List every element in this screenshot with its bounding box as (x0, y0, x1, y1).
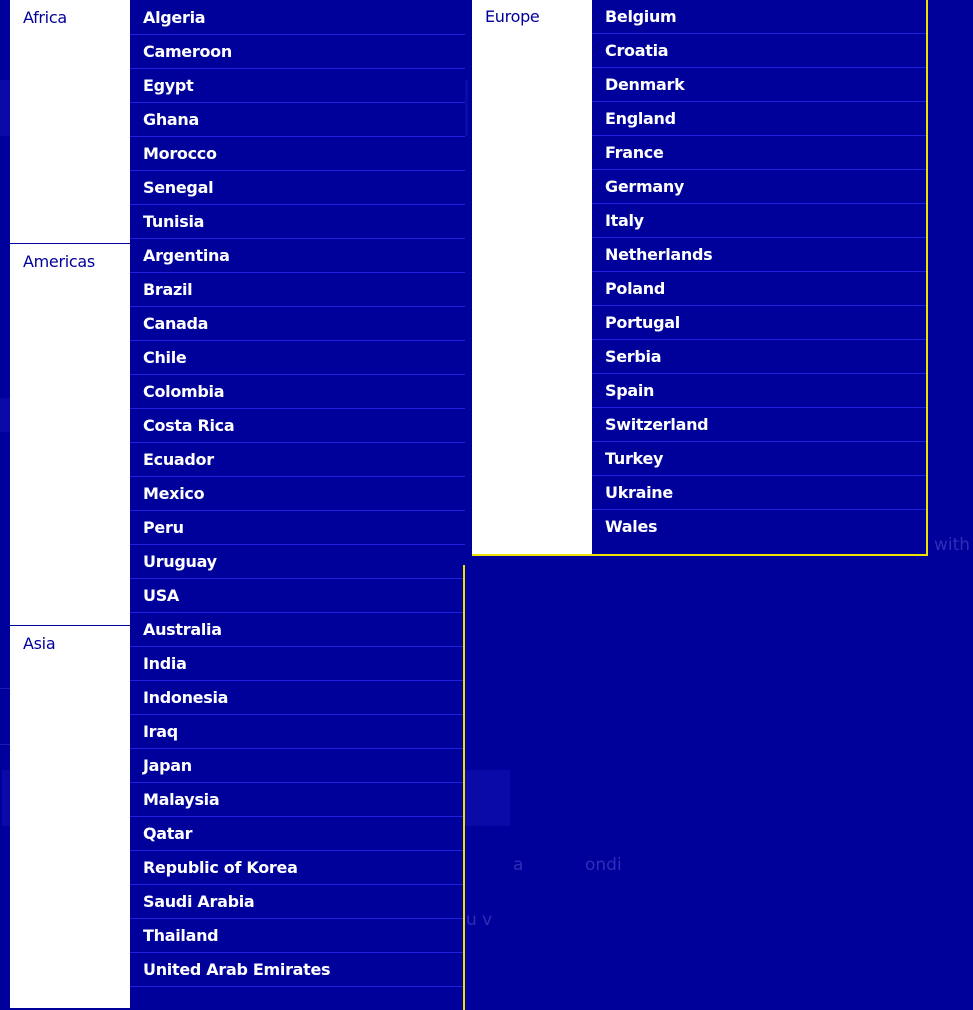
country-option[interactable]: Italy (592, 204, 926, 238)
country-option[interactable]: Senegal (130, 171, 465, 205)
country-option[interactable]: Egypt (130, 69, 465, 103)
country-option[interactable]: Poland (592, 272, 926, 306)
country-dropdown-left (10, 0, 465, 1010)
country-option[interactable]: United Arab Emirates (130, 953, 465, 987)
country-option[interactable]: Peru (130, 511, 465, 545)
country-option[interactable]: Thailand (130, 919, 465, 953)
country-option[interactable]: Netherlands (592, 238, 926, 272)
country-option[interactable]: Ukraine (592, 476, 926, 510)
country-list-left (130, 0, 465, 987)
country-option[interactable]: Morocco (130, 137, 465, 171)
background-text: a (513, 855, 524, 875)
country-option[interactable]: Germany (592, 170, 926, 204)
region-label: Americas (23, 252, 95, 271)
country-option[interactable]: Australia (130, 613, 465, 647)
country-option[interactable]: Portugal (592, 306, 926, 340)
country-option[interactable]: Brazil (130, 273, 465, 307)
background-divider (0, 688, 10, 689)
country-option[interactable]: USA (130, 579, 465, 613)
country-option[interactable]: Colombia (130, 375, 465, 409)
country-option[interactable]: Iraq (130, 715, 465, 749)
country-option[interactable]: Denmark (592, 68, 926, 102)
country-option[interactable]: England (592, 102, 926, 136)
country-option[interactable]: Algeria (130, 0, 465, 35)
dropdown-edge (926, 0, 928, 556)
region-americas (10, 244, 130, 625)
country-option[interactable]: India (130, 647, 465, 681)
country-option[interactable]: Switzerland (592, 408, 926, 442)
country-option[interactable]: Indonesia (130, 681, 465, 715)
country-option[interactable]: Serbia (592, 340, 926, 374)
background-text: ondi (585, 855, 622, 875)
country-option[interactable]: Spain (592, 374, 926, 408)
background-text: with (934, 535, 971, 555)
country-option[interactable]: Republic of Korea (130, 851, 465, 885)
country-option[interactable]: France (592, 136, 926, 170)
region-label: Africa (23, 8, 67, 27)
dropdown-edge (463, 565, 465, 1010)
region-label: Europe (485, 7, 540, 26)
country-option[interactable]: Argentina (130, 239, 465, 273)
country-option[interactable]: Ecuador (130, 443, 465, 477)
country-option[interactable]: Croatia (592, 34, 926, 68)
background-divider (0, 744, 10, 745)
country-option[interactable]: Saudi Arabia (130, 885, 465, 919)
country-list-right (592, 0, 926, 544)
country-option[interactable]: Tunisia (130, 205, 465, 239)
region-africa (10, 0, 130, 243)
country-option[interactable]: Japan (130, 749, 465, 783)
country-option[interactable]: Uruguay (130, 545, 465, 579)
country-option[interactable]: Malaysia (130, 783, 465, 817)
country-option[interactable]: Turkey (592, 442, 926, 476)
region-label: Asia (23, 634, 56, 653)
country-option[interactable]: Wales (592, 510, 926, 544)
country-option[interactable]: Belgium (592, 0, 926, 34)
country-dropdown-right (472, 0, 928, 556)
region-europe (472, 0, 592, 554)
country-option[interactable]: Qatar (130, 817, 465, 851)
country-option[interactable]: Ghana (130, 103, 465, 137)
country-option[interactable]: Mexico (130, 477, 465, 511)
region-asia (10, 626, 130, 1008)
dropdown-edge (472, 554, 928, 556)
country-option[interactable]: Cameroon (130, 35, 465, 69)
country-option[interactable]: Canada (130, 307, 465, 341)
country-option[interactable]: Chile (130, 341, 465, 375)
country-option[interactable]: Costa Rica (130, 409, 465, 443)
background-text: u v (466, 910, 493, 930)
